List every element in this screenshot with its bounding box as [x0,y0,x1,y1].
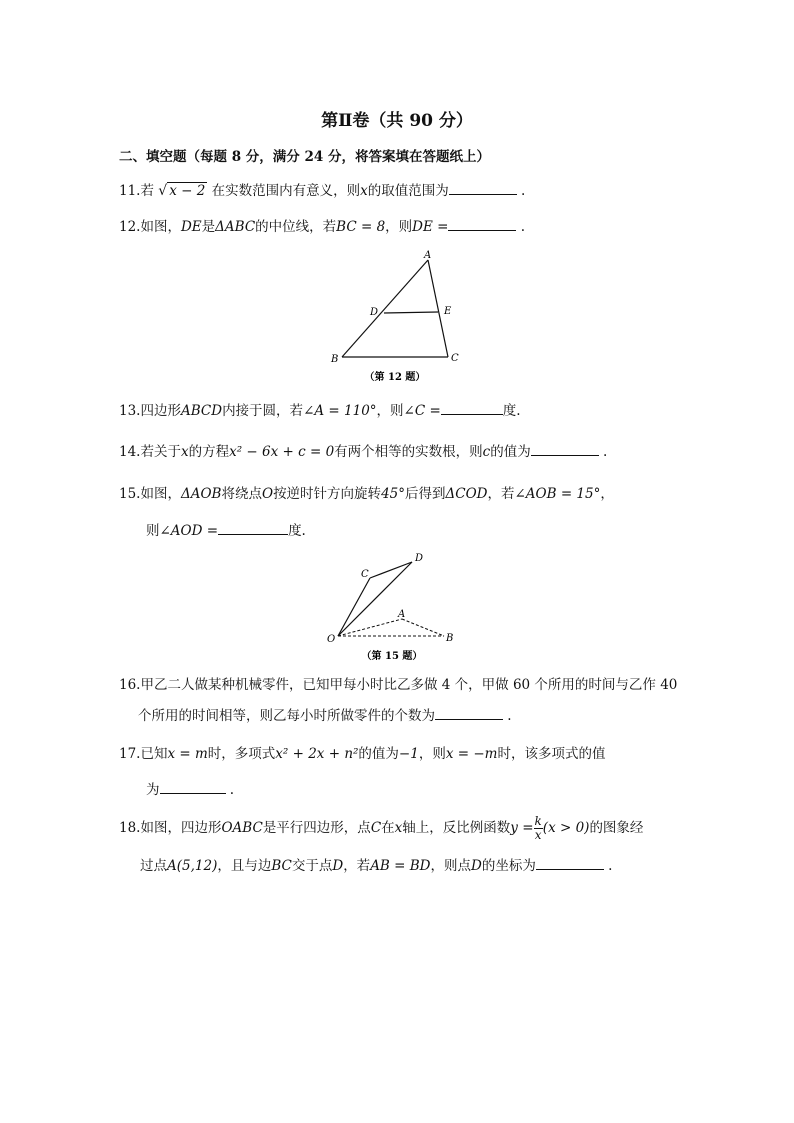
segment-oc [338,578,370,636]
label-d: D [370,307,379,318]
radical-expression: x − 2 [169,183,206,199]
side-ba [342,260,428,357]
question-16-line2: 个所用的时间相等，则乙每小时所做零件的个数为 . [138,705,512,726]
section-title: 第Ⅱ卷（共 90 分） [321,111,473,131]
label-c: C [451,353,459,364]
answer-blank[interactable] [531,441,599,456]
label-a: A [424,250,432,261]
midline-de [384,312,438,313]
answer-blank[interactable] [448,216,516,231]
question-13: 13.四边形ABCD内接于圆，若∠A = 110°，则∠C = 度. [119,400,521,421]
label-a: A [398,609,406,620]
label-d: D [415,553,424,564]
answer-blank[interactable] [441,400,503,415]
answer-blank[interactable] [449,180,517,195]
question-number: 11. [119,183,141,199]
answer-blank[interactable] [160,779,226,794]
label-b: B [331,354,339,365]
figure-15-rotation [320,548,470,663]
label-o: O [327,634,336,645]
question-15-line2: 则∠AOD = 度. [146,520,306,541]
segment-oa [338,619,402,636]
segment-od [338,562,412,636]
section-heading: 二、填空题（每题 8 分，满分 24 分，将答案填在答题纸上） [119,149,490,165]
question-17-line2: 为 . [146,779,234,800]
label-b: B [446,633,454,644]
question-11: 11.若 √ x − 2 在实数范围内有意义，则x的取值范围为 . [119,180,525,201]
figure-12-triangle [320,248,470,388]
fraction-k-over-x: $\frac{k}{x}$ [534,814,542,842]
question-15: 15.如图，ΔAOB将绕点O按逆时针方向旋转45°后得到ΔCOD，若∠AOB = 15°， [119,486,614,502]
label-c: C [361,569,369,580]
question-12: 12.如图，DE是ΔABC的中位线，若BC = 8，则DE = . [119,216,525,237]
segment-ab [402,619,444,636]
answer-blank[interactable] [218,520,288,535]
question-18: 18.如图，四边形OABC是平行四边形，点C在x轴上，反比例函数y = $\frac{k}{x}$ (x > 0)的图象经 [119,814,644,842]
question-17: 17.已知x = m时，多项式x² + 2x + n²的值为−1，则x = −m时，该多项式的值 [119,746,606,762]
answer-blank[interactable] [536,855,604,870]
segment-cd [370,562,412,578]
question-18-line2: 过点A(5,12)，且与边BC交于点D，若AB = BD，则点D的坐标为 . [140,855,612,876]
figure-caption: （第 12 题） [364,372,426,383]
question-14: 14.若关于x的方程x² − 6x + c = 0有两个相等的实数根，则c的值为 . [119,441,607,462]
label-e: E [444,306,452,317]
question-16: 16.甲乙二人做某种机械零件，已知甲每小时比乙多做 4 个，甲做 60 个所用的时间与乙作 40 [119,677,678,693]
answer-blank[interactable] [435,705,503,720]
figure-caption: （第 15 题） [361,651,423,662]
